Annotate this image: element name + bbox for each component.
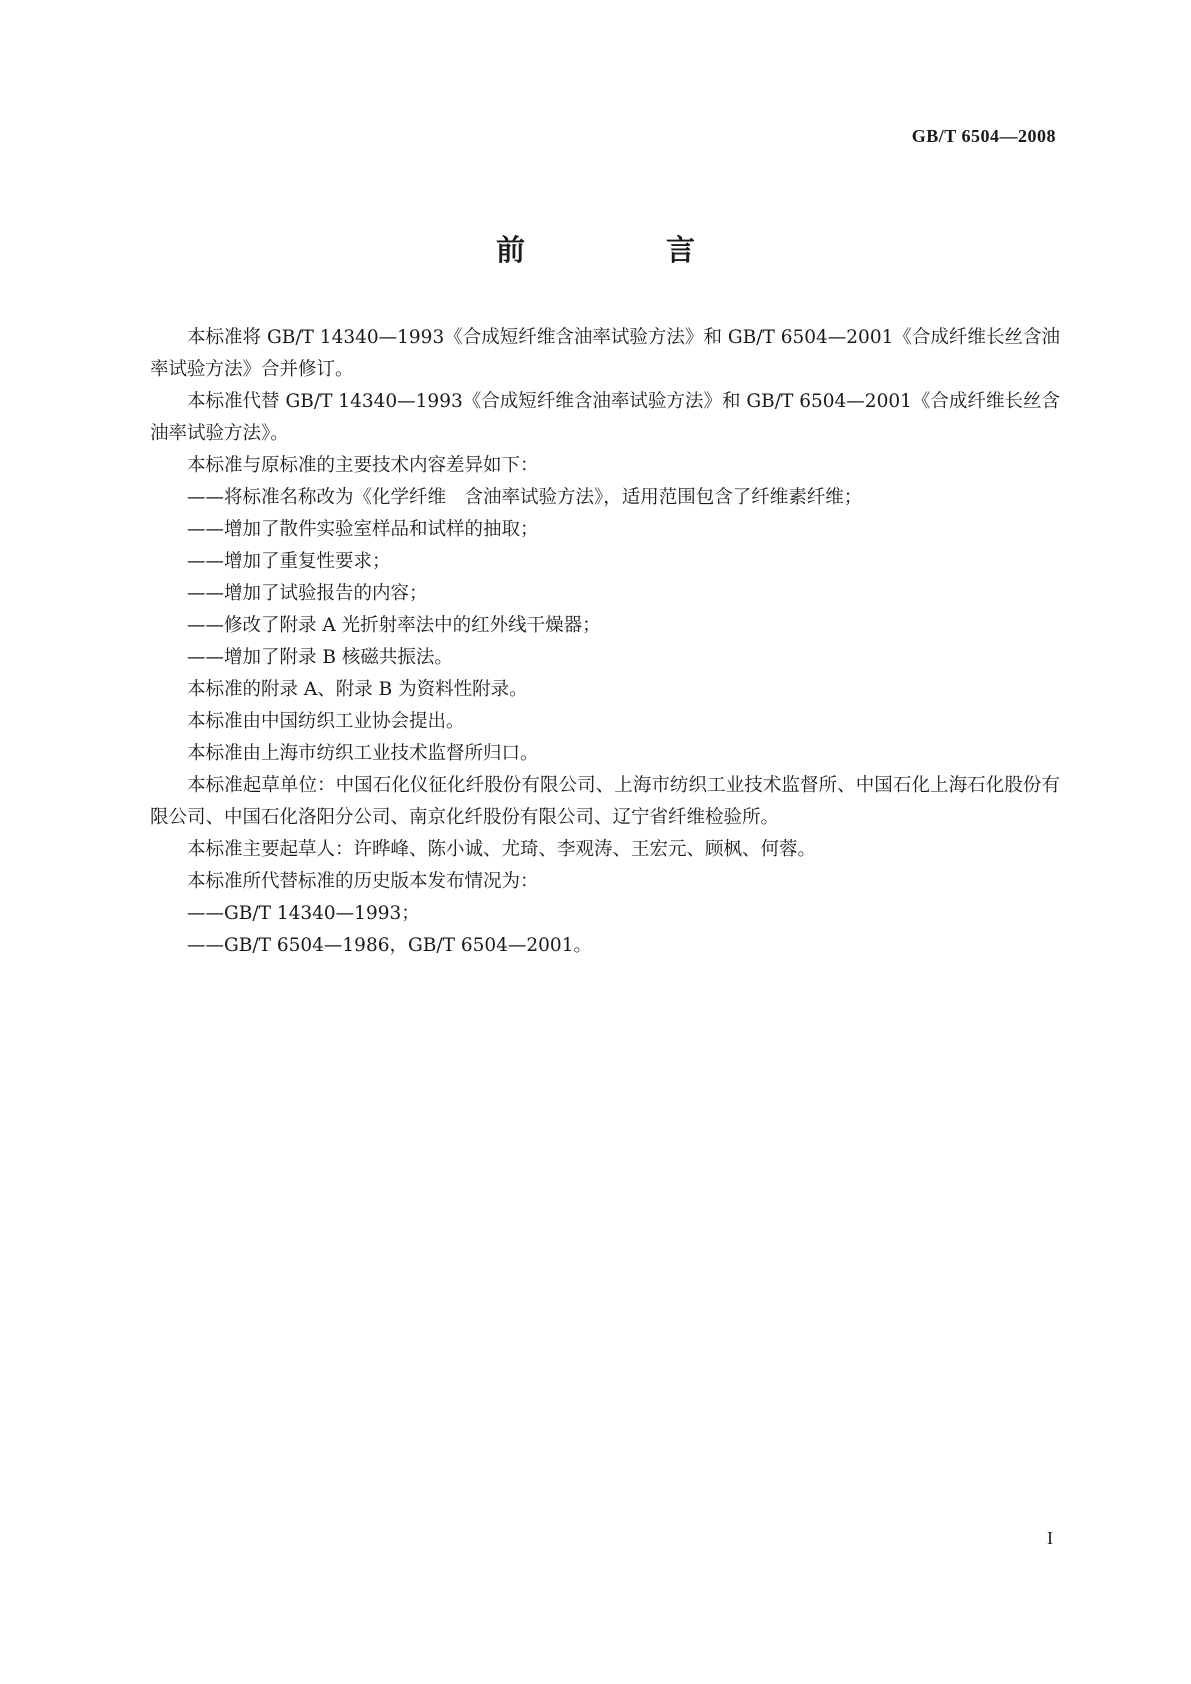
list-item: ——GB/T 14340—1993； <box>187 903 420 924</box>
paragraph: 本标准由上海市纺织工业技术监督所归口。 <box>187 743 539 764</box>
paragraph: 本标准起草单位：中国石化仪征化纤股份有限公司、上海市纺织工业技术监督所、中国石化上海石化股份有限公司、中国石化洛阳分公司、南京化纤股份有限公司、辽宁省纤维检验所。 <box>150 775 1060 828</box>
paragraph: 本标准将 GB/T 14340—1993《合成短纤维含油率试验方法》和 GB/T 6504—2001《合成纤维长丝含油率试验方法》合并修订。 <box>150 327 1060 380</box>
paragraph: 本标准主要起草人：许晔峰、陈小诚、尤琦、李观涛、王宏元、顾枫、何蓉。 <box>187 839 817 860</box>
paragraph: 本标准所代替标准的历史版本发布情况为： <box>187 871 539 892</box>
standard-code-header: GB/T 6504—2008 <box>911 126 1056 146</box>
list-item: ——增加了试验报告的内容； <box>187 583 428 604</box>
list-item: ——增加了重复性要求； <box>187 551 391 572</box>
paragraph: 本标准由中国纺织工业协会提出。 <box>187 711 465 732</box>
paragraph: 本标准代替 GB/T 14340—1993《合成短纤维含油率试验方法》和 GB/T 6504—2001《合成纤维长丝含油率试验方法》。 <box>150 391 1060 444</box>
paragraph: 本标准的附录 A、附录 B 为资料性附录。 <box>187 679 528 700</box>
list-item: ——GB/T 6504—1986，GB/T 6504—2001。 <box>187 935 592 956</box>
page-title: 前 言 <box>495 233 751 267</box>
page-number: I <box>1047 1528 1053 1548</box>
paragraph: 本标准与原标准的主要技术内容差异如下： <box>187 455 539 476</box>
list-item: ——增加了散件实验室样品和试样的抽取； <box>187 519 539 540</box>
list-item: ——将标准名称改为《化学纤维 含油率试验方法》，适用范围包含了纤维素纤维； <box>187 487 863 508</box>
list-item: ——修改了附录 A 光折射率法中的红外线干燥器； <box>187 615 601 636</box>
list-item: ——增加了附录 B 核磁共振法。 <box>187 647 453 668</box>
foreword-body <box>150 322 1060 962</box>
